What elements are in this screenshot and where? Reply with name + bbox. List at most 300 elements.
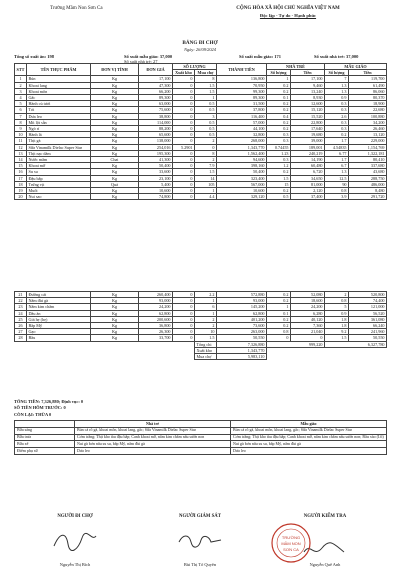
cell: 0 (173, 107, 195, 113)
cell: 74,800 (139, 194, 173, 200)
document-title: BẢNG ĐI CHỢ (182, 40, 218, 46)
cell: 288,750 (349, 175, 387, 181)
cell: 1.8 (325, 316, 349, 322)
cell: 18,900 (349, 101, 387, 107)
cell: 4 (15, 95, 27, 101)
cell: 1.7 (325, 138, 349, 144)
cell: 2 (195, 316, 217, 322)
cell: Mít lột sẵn (27, 119, 91, 125)
cell: 19 (15, 188, 27, 194)
cell: 74,400 (349, 298, 387, 304)
cell: 10,600 (217, 188, 267, 194)
cell: 62,800 (139, 310, 173, 316)
cell: 38,800 (139, 113, 173, 119)
cell: 61,490 (349, 82, 387, 88)
cell: 50,550 (217, 335, 267, 341)
cell: 0 (173, 329, 195, 335)
cell: 337,680 (349, 163, 387, 169)
cell: 12,600 (291, 101, 325, 107)
cell: 189,001 (291, 144, 325, 150)
cell: 1.5 (267, 175, 291, 181)
cell: 1 (195, 298, 217, 304)
notes-cell: Cơm trắng; Thịt kho tàu đậu bắp; Canh khoai mỡ, nấm kim châm nấu sườn non (75, 434, 231, 441)
cell: 24,200 (291, 304, 325, 310)
cell: 1,562,400 (217, 150, 267, 156)
cell: Nui sao (27, 194, 91, 200)
cell: 0 (173, 298, 195, 304)
cell: 136,800 (217, 76, 267, 82)
cell: 43,680 (349, 169, 387, 175)
cell: 16 (15, 169, 27, 175)
col-dvt: ĐƠN VỊ TÍNH (91, 64, 139, 76)
national-motto: Độc lập - Tự do - Hạnh phúc (259, 13, 317, 18)
col-mg-tien: Tiền (349, 70, 387, 76)
cell: 57,000 (217, 119, 267, 125)
cell: 0 (173, 181, 195, 187)
cell: Nước mắm (27, 157, 91, 163)
cell: 0 (173, 335, 195, 341)
cell: 94,600 (217, 157, 267, 163)
cell: 0.2 (267, 316, 291, 322)
cell: 0.2 (267, 298, 291, 304)
market-table-body (15, 76, 387, 200)
cell: 0.1 (267, 310, 291, 316)
cell: 5 (325, 304, 349, 310)
cell: 41,300 (139, 157, 173, 163)
cell: 0.3 (325, 126, 349, 132)
cell: 114,000 (139, 119, 173, 125)
notes-row (15, 434, 387, 441)
cell: Đậu bắp (27, 175, 91, 181)
cell: 66,200 (139, 88, 173, 94)
suat-nha-tre: Số suất nhà trẻ: 27 (124, 59, 158, 64)
cell: Kg (91, 88, 139, 94)
cell: 11 (15, 138, 27, 144)
cell: 0.5 (195, 119, 217, 125)
cell: 75,600 (139, 107, 173, 113)
col-nt-soluong: Số lượng (267, 70, 291, 76)
cell: 86,060 (349, 88, 387, 94)
cell: 0.2 (267, 323, 291, 329)
cell: 80,370 (349, 95, 387, 101)
cell: Kg (91, 335, 139, 341)
cell: 0.9 (325, 310, 349, 316)
cell: 572,880 (217, 292, 267, 298)
cell: 26,460 (349, 126, 387, 132)
cell: Sữa Vinamilk Dielac Super Star (27, 144, 91, 150)
cell: 15,120 (291, 107, 325, 113)
cell: 80,410 (349, 157, 387, 163)
label-xuat-kho: Xuất kho (195, 347, 217, 353)
cell: Hành củ tươi (27, 101, 91, 107)
cell: Khoai lang (27, 82, 91, 88)
cell: Quả (91, 181, 139, 187)
cell: Kg (91, 107, 139, 113)
cell: Su su (27, 169, 91, 175)
cell: 268,000 (217, 138, 267, 144)
cell: Trứng vịt (27, 181, 91, 187)
cell: 2 (15, 82, 27, 88)
cell: 0 (173, 76, 195, 82)
cell: 70,950 (217, 82, 267, 88)
cell: Kg (91, 150, 139, 156)
cell: 0 (173, 292, 195, 298)
cell: 6,280 (291, 310, 325, 316)
cell: 263,000 (217, 329, 267, 335)
cell: 1 (15, 76, 27, 82)
cell: 121,000 (349, 304, 387, 310)
school-name: Trường Mầm Non Sơn Ca (50, 6, 103, 11)
gia-nha-tre: Số xuất nhà trẻ: 37,000 (314, 54, 359, 59)
cell: 17,640 (291, 126, 325, 132)
cell: Kg (91, 298, 139, 304)
cell: 8,480 (349, 188, 387, 194)
cell: 0.5 (267, 194, 291, 200)
national-title: CỘNG HÒA XÃ HỘI CHỦ NGHĨA VIỆT NAM (236, 6, 340, 11)
cell: 8,930 (291, 95, 325, 101)
cell: 6 (195, 304, 217, 310)
cell: 9,460 (291, 82, 325, 88)
cell: 89,300 (139, 95, 173, 101)
cell: 329,120 (217, 194, 267, 200)
cell: 6,720 (291, 169, 325, 175)
cell: 0 (173, 194, 195, 200)
cell: 0 (173, 82, 195, 88)
cell: 93,000 (217, 298, 267, 304)
cell: 10 (195, 329, 217, 335)
cell: 14,190 (291, 157, 325, 163)
cell: 17,100 (291, 76, 325, 82)
label-tong-chi: Tổng chi (195, 341, 217, 347)
cell: 0.2 (267, 101, 291, 107)
cell: 398,160 (217, 163, 267, 169)
cell: 19,680 (291, 132, 325, 138)
notes-cell: Nui gà bơn nấu su su, bắp Mỹ, nấm đùi gà (231, 441, 387, 448)
value-mua-cho: 5,983,110 (217, 354, 267, 360)
so-tien-hom-truoc: SỐ TIỀN HÔM TRƯỚC: 0 (14, 405, 66, 411)
cell: 0.74455 (267, 144, 291, 150)
stamp-line-3: SƠN CA (283, 547, 299, 552)
cell: Chai (91, 157, 139, 163)
cell: 8 (195, 150, 217, 156)
cell: 1,343,770 (217, 144, 267, 150)
cell: Hành lá (27, 132, 91, 138)
cell: Kg (91, 101, 139, 107)
cell: 17 (15, 175, 27, 181)
cell: 2 (325, 292, 349, 298)
cell: 37,400 (291, 194, 325, 200)
cell: 60,480 (291, 163, 325, 169)
cell: Kg (91, 144, 139, 150)
cell: 73,600 (217, 323, 267, 329)
cell: Kg (91, 82, 139, 88)
cell: 7,360 (291, 323, 325, 329)
cell: 0.9 (325, 95, 349, 101)
cell: Khoai mỡ (27, 163, 91, 169)
stamp-line-1: TRƯỜNG (281, 535, 301, 540)
col-xuatkho: Xuất kho (173, 70, 195, 76)
notes-cell: Bún cá rô gà, khoai môn, khoai lang, gấc; Sữa Vinamilk Dielac Super Star (231, 427, 387, 434)
cell: 100,880 (349, 113, 387, 119)
cell: 2 (195, 157, 217, 163)
cell: Muối (27, 188, 91, 194)
cell: 0 (267, 335, 291, 341)
cell: 291,720 (349, 194, 387, 200)
cell: 1,322,181 (349, 150, 387, 156)
notes-cell: Dưa leo (231, 448, 387, 455)
cell: Kg (91, 323, 139, 329)
cell: Kg (91, 95, 139, 101)
cell: 21,040 (291, 329, 325, 335)
cell: Bún (27, 76, 91, 82)
col-soluong: SỐ LƯỢNG (173, 64, 217, 70)
menu-notes-body (15, 427, 387, 454)
notes-row (15, 448, 387, 455)
total-children: Tổng số xuất ăn: 198 (14, 54, 55, 59)
cell: Thịt nạc dăm (27, 150, 91, 156)
cell: 44,100 (217, 126, 267, 132)
cell: 12 (15, 144, 27, 150)
col-mg-soluong: Số lượng (325, 70, 349, 76)
cell: 323,400 (217, 175, 267, 181)
cell: 31,500 (217, 101, 267, 107)
cell: Kg (91, 175, 139, 181)
cell: 0.8 (325, 298, 349, 304)
cell: Kg (91, 304, 139, 310)
cell: 62,800 (217, 310, 267, 316)
cell: 8 (195, 76, 217, 82)
cell: 88,200 (139, 126, 173, 132)
cell: 0 (173, 119, 195, 125)
cell: 1.7 (325, 157, 349, 163)
cell: 0.2 (325, 132, 349, 138)
cell: 361,080 (349, 316, 387, 322)
cell: Giá hẹ (hẹ) (27, 316, 91, 322)
col-ten: TÊN THỰC PHẨM (27, 64, 91, 76)
cell: 15,520 (291, 113, 325, 119)
cell: Kg (91, 163, 139, 169)
cell: 93,000 (139, 298, 173, 304)
cell: Kg (91, 76, 139, 82)
cell: Nấm kim châm (27, 304, 91, 310)
cell: 0 (173, 188, 195, 194)
cell: 0.2 (267, 188, 291, 194)
document-date: Ngày: 26/09/2024 (184, 47, 216, 52)
cell: 10,600 (139, 188, 173, 194)
cell: 1.8 (325, 323, 349, 329)
sig-nguoi-giam-sat: NGƯỜI GIÁM SÁT (179, 514, 221, 519)
notes-cell: Nui gà bơn nấu su su, bắp Mỹ, nấm đùi gà (75, 441, 231, 448)
cell: Kg (91, 119, 139, 125)
cell: 22 (15, 298, 27, 304)
cell: 0.3 (325, 119, 349, 125)
cell: 0 (173, 323, 195, 329)
cell: 13 (15, 150, 27, 156)
cell: 2.6 (325, 113, 349, 119)
cell: 24,200 (139, 304, 173, 310)
cell: 56,520 (349, 310, 387, 316)
cell: 40,120 (291, 316, 325, 322)
cell: Kg (91, 188, 139, 194)
cell: 52,080 (291, 292, 325, 298)
document-header (0, 6, 400, 32)
cell: 25 (15, 316, 27, 322)
cell: 13,240 (291, 88, 325, 94)
notes-row (15, 441, 387, 448)
tong-tien: TỔNG TIỀN: 7,326,880; Định vục: 0 (14, 399, 84, 404)
cell: 0.2 (267, 119, 291, 125)
suat-mau-giao: Số suất mẫu giáo: 171 (239, 54, 282, 59)
cell: Kg (91, 126, 139, 132)
cell: 240,219 (291, 150, 325, 156)
cell: 145,200 (217, 304, 267, 310)
cell: 89,300 (217, 95, 267, 101)
cell: 0.2 (267, 88, 291, 94)
cell: 0.4 (267, 113, 291, 119)
cell: Ngò rí (27, 126, 91, 132)
col-nt-tien: Tiền (291, 70, 325, 76)
notes-row (15, 427, 387, 434)
cell: 18 (15, 181, 27, 187)
stock-table-body (15, 292, 387, 342)
cell: 0 (173, 169, 195, 175)
cell: 0.2 (267, 107, 291, 113)
sig-name-2: Bùi Thị Tố Quyên (183, 562, 217, 567)
cell: 12.5 (325, 175, 349, 181)
sig-nguoi-di-cho: NGƯỜI ĐI CHỢ (57, 514, 93, 519)
cell: Thịt gà (27, 138, 91, 144)
cell: 0.1 (267, 95, 291, 101)
notes-cell: Cơm trắng; Thịt kho tàu đậu bắp; Canh khoai mỡ, nấm kim châm nấu sườn non; Bầu xào (L6) (231, 434, 387, 441)
cell: 520,800 (349, 292, 387, 298)
cell: 260,400 (139, 292, 173, 298)
value-tong-chi: 7,326,880 (217, 341, 267, 347)
cell: 24 (15, 310, 27, 316)
cell: 241,960 (349, 329, 387, 335)
cell: Kg (91, 329, 139, 335)
cell: 39,000 (291, 138, 325, 144)
subtotal-row-mua-cho (15, 354, 387, 360)
cell: Tỏi (27, 107, 91, 113)
cell: 0.2 (267, 82, 291, 88)
col-maugiao: MẪU GIÁO (325, 64, 387, 70)
cell: 0 (291, 335, 325, 341)
cell: Kg (91, 138, 139, 144)
cell: 567,000 (217, 181, 267, 187)
cell: 22,680 (349, 107, 387, 113)
cell: 0 (173, 175, 195, 181)
cell: 401,200 (217, 316, 267, 322)
cell: Kg (91, 316, 139, 322)
cell: 5.2901 (173, 144, 195, 150)
cell: 4.54835 (325, 144, 349, 150)
cell: 15 (267, 181, 291, 187)
cell: Kg (91, 113, 139, 119)
cell: 0 (173, 316, 195, 322)
cell: 9.2 (325, 329, 349, 335)
signature-1-scrawl (50, 528, 100, 554)
cell: 1.2 (267, 163, 291, 169)
cell: 3 (15, 88, 27, 94)
cell: 0.8 (325, 188, 349, 194)
cell: 200,600 (139, 316, 173, 322)
cell: Kg (91, 292, 139, 298)
cell: 50,400 (217, 169, 267, 175)
cell: 20 (15, 194, 27, 200)
cell: 105 (195, 181, 217, 187)
cell: 0.3 (325, 107, 349, 113)
cell: 0 (173, 150, 195, 156)
cell: Đường cát (27, 292, 91, 298)
school-stamp (270, 522, 312, 564)
cell: 21 (15, 292, 27, 298)
sig-name-1: Nguyễn Thị Bích (59, 562, 91, 567)
cell: 1.3 (325, 88, 349, 94)
cell: 66,240 (349, 323, 387, 329)
cell: 14 (195, 175, 217, 181)
gia-mau-giao: Số xuất mẫu giáo: 37,000 (124, 54, 173, 59)
cell: 26,300 (139, 329, 173, 335)
cell: 23,100 (139, 175, 173, 181)
cell: Gấc (27, 95, 91, 101)
cell: 28 (15, 335, 27, 341)
cell: 1.3 (325, 82, 349, 88)
cell: 7 (15, 113, 27, 119)
value-tong-chi-mg: 6,327,780 (325, 341, 387, 347)
cell: 0 (173, 113, 195, 119)
table-row (15, 194, 387, 200)
cell: 36,800 (139, 323, 173, 329)
cell: 65,600 (139, 132, 173, 138)
cell: 0.5 (195, 132, 217, 138)
cell: 0 (173, 95, 195, 101)
cell: 15 (15, 163, 27, 169)
cell: 22,800 (291, 119, 325, 125)
cell: Kg (91, 169, 139, 175)
cell: Bắp Mỹ (27, 323, 91, 329)
cell: 1.23 (267, 150, 291, 156)
cell: 6.77 (325, 150, 349, 156)
cell: 7 (325, 76, 349, 82)
cell: 34,200 (349, 119, 387, 125)
cell: 116,400 (217, 113, 267, 119)
cell: 81,000 (291, 181, 325, 187)
cell: 5,400 (139, 181, 173, 187)
cell: 17,100 (139, 76, 173, 82)
cell: 0 (173, 310, 195, 316)
label-mua-cho: Mua chợ (195, 354, 217, 360)
sig-nguoi-kiem-tra: NGƯỜI KIỂM TRA (303, 514, 347, 519)
cell: 1 (267, 304, 291, 310)
cell: 1 (195, 310, 217, 316)
cell: 27 (15, 329, 27, 335)
cell: 0 (173, 138, 195, 144)
cell: 119,700 (349, 76, 387, 82)
cell: 5 (15, 101, 27, 107)
notes-meal-label: Bữa sáng (15, 427, 75, 434)
cell: 33,700 (139, 335, 173, 341)
stock-table (14, 291, 387, 360)
cell: 138,000 (139, 138, 173, 144)
notes-meal-label: Bữa trưa (15, 434, 75, 441)
cell: Dầu ăn (27, 310, 91, 316)
cell: 229,000 (349, 138, 387, 144)
cell: 2.2 (195, 292, 217, 298)
cell: 7.9 (195, 163, 217, 169)
market-table (14, 63, 387, 200)
cell: 32,800 (217, 132, 267, 138)
cell: Khoai môn (27, 88, 91, 94)
